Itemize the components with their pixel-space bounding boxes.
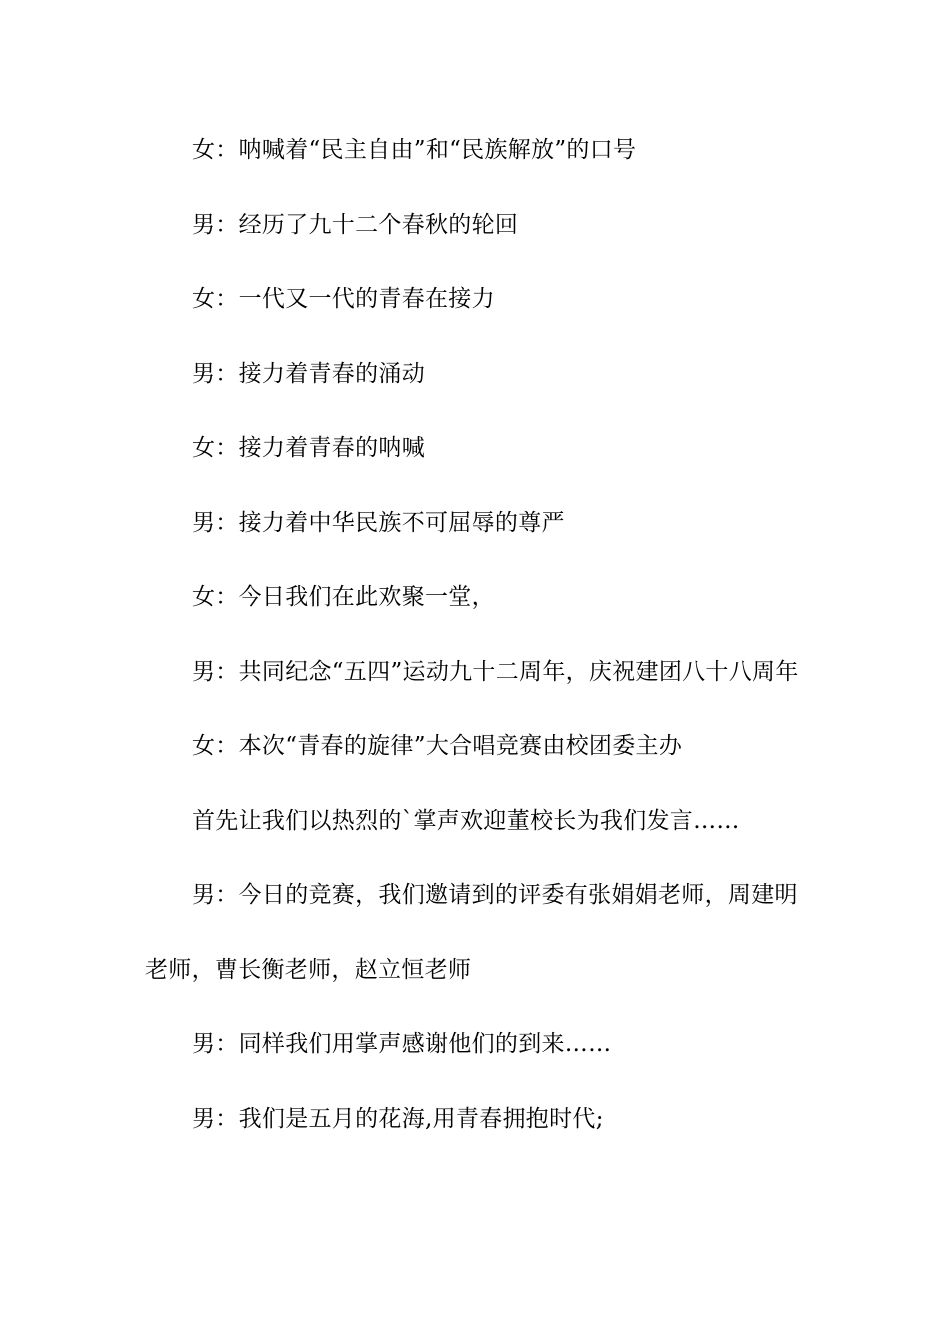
paragraph-5: 女：接力着青春的呐喊 — [192, 435, 425, 461]
paragraph-13: 男：我们是五月的花海,用青春拥抱时代; — [192, 1105, 604, 1132]
paragraph-12: 男：同样我们用掌声感谢他们的到来…… — [192, 1031, 612, 1057]
paragraph-1: 女：呐喊着“民主自由”和“民族解放”的口号 — [192, 137, 637, 163]
paragraph-2: 男：经历了九十二个春秋的轮回 — [192, 211, 519, 238]
document-body — [145, 113, 810, 1156]
paragraph-8: 男：共同纪念“五四”运动九十二周年，庆祝建团八十八周年 — [192, 658, 799, 685]
paragraph-10: 首先让我们以热烈的`掌声欢迎董校长为我们发言…… — [192, 807, 740, 834]
paragraph-11: 男：今日的竞赛，我们邀请到的评委有张娟娟老师，周建明老师，曹长衡老师，赵立恒老师 — [145, 882, 798, 983]
paragraph-6: 男：接力着中华民族不可屈辱的尊严 — [192, 509, 565, 536]
paragraph-7: 女：今日我们在此欢聚一堂， — [192, 584, 495, 610]
paragraph-4: 男：接力着青春的涌动 — [192, 360, 425, 387]
paragraph-3: 女：一代又一代的青春在接力 — [192, 286, 495, 312]
paragraph-9: 女：本次“青春的旋律”大合唱竞赛由校团委主办 — [192, 733, 683, 759]
